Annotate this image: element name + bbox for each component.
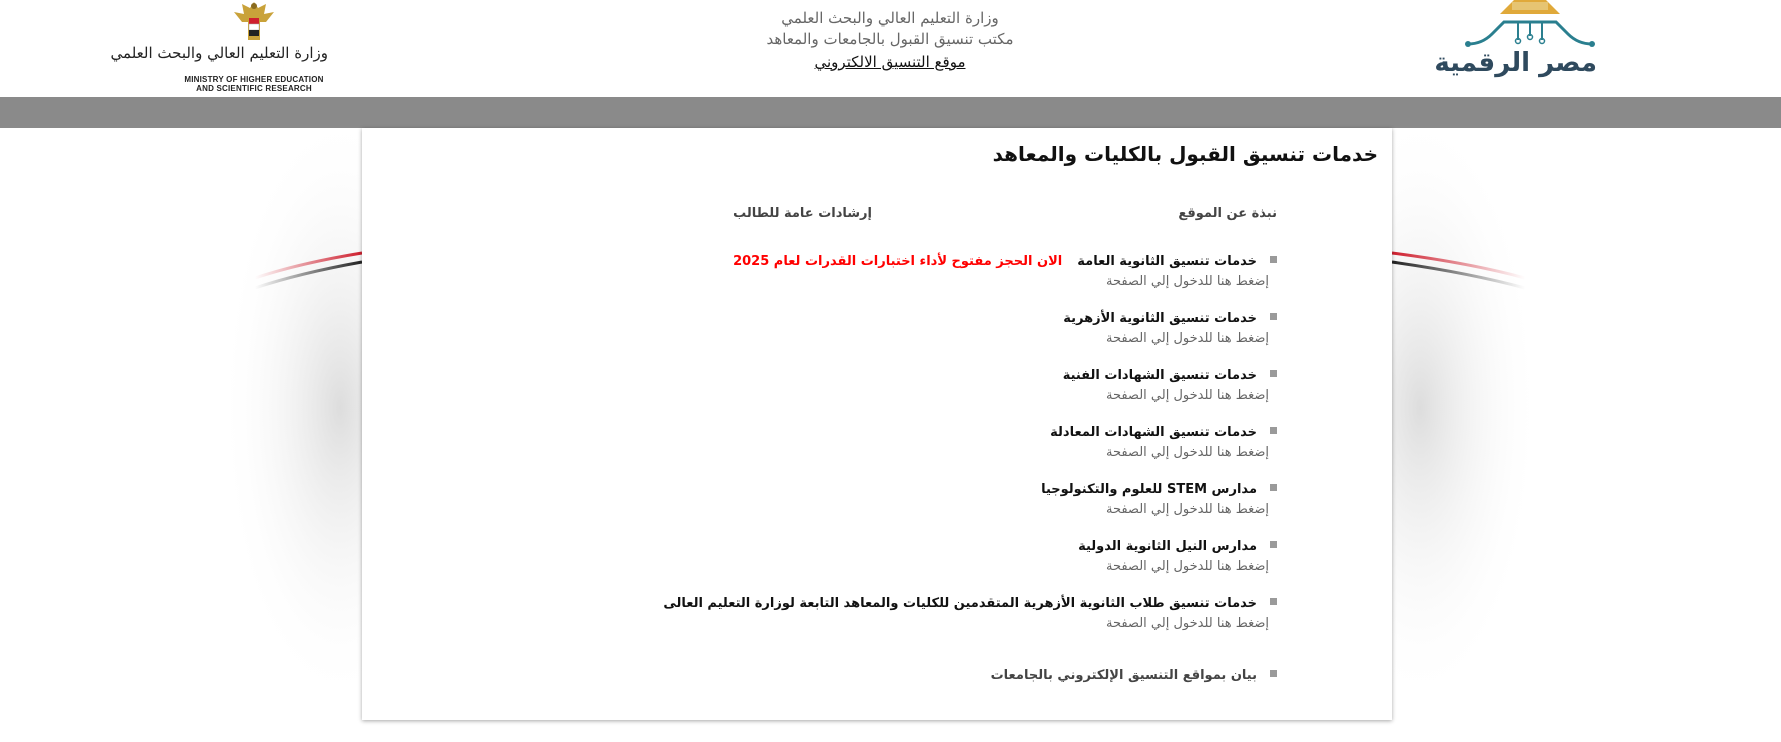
enter-page-link[interactable]: إضغط هنا للدخول إلي الصفحة [1105, 331, 1269, 346]
service-title[interactable]: خدمات تنسيق الشهادات الفنية [1062, 368, 1257, 383]
service-item-stem-schools [663, 478, 1269, 535]
enter-page-link[interactable]: إضغط هنا للدخول إلي الصفحة [1105, 502, 1269, 517]
digital-egypt-icon [1462, 0, 1597, 48]
services-list [663, 250, 1269, 649]
ministry-logo-english-line1: MINISTRY OF HIGHER EDUCATION [184, 75, 324, 84]
square-bullet-icon [1270, 484, 1277, 491]
header-ministry-name: وزارة التعليم العالي والبحث العلمي [781, 9, 999, 27]
service-item-nile-schools [663, 535, 1269, 592]
digital-egypt-text: مصر الرقمية [1434, 48, 1597, 78]
navigation-bar [0, 97, 1781, 128]
registration-notice: الان الحجز مفتوح لأداء اختبارات القدرات لعام 2025 [733, 254, 1063, 269]
service-title[interactable]: خدمات تنسيق الشهادات المعادلة [1050, 425, 1257, 440]
about-site-link[interactable]: نبذة عن الموقع [1178, 206, 1277, 221]
digital-egypt-logo[interactable] [1434, 0, 1597, 90]
page-title: خدمات تنسيق القبول بالكليات والمعاهد [992, 142, 1378, 166]
square-bullet-icon [1270, 370, 1277, 377]
square-bullet-icon [1270, 256, 1277, 263]
service-title[interactable]: مدارس STEM للعلوم والتكنولوجيا [1041, 482, 1257, 497]
enter-page-link[interactable]: إضغط هنا للدخول إلي الصفحة [1105, 274, 1269, 289]
ministry-logo-english-line2: AND SCIENTIFIC RESEARCH [196, 84, 312, 93]
student-guidance-link[interactable]: إرشادات عامة للطالب [733, 206, 872, 221]
enter-page-link[interactable]: إضغط هنا للدخول إلي الصفحة [1105, 445, 1269, 460]
header-office-name: مكتب تنسيق القبول بالجامعات والمعاهد [766, 30, 1014, 48]
service-title[interactable]: خدمات تنسيق الثانوية العامة [1077, 254, 1257, 269]
site-header [0, 0, 1781, 97]
service-item-general-secondary [663, 250, 1269, 307]
service-item-azhar-secondary [663, 307, 1269, 364]
service-item-azhar-higher-education [663, 592, 1269, 649]
square-bullet-icon [1270, 670, 1277, 677]
service-title[interactable]: مدارس النيل الثانوية الدولية [1078, 539, 1257, 554]
eagle-emblem-icon [230, 0, 278, 44]
service-title[interactable]: خدمات تنسيق الثانوية الأزهرية [1063, 311, 1257, 326]
square-bullet-icon [1270, 313, 1277, 320]
enter-page-link[interactable]: إضغط هنا للدخول إلي الصفحة [1105, 616, 1269, 631]
service-item-equivalent-certificates [663, 421, 1269, 478]
services-panel [362, 128, 1392, 720]
university-sites-item [991, 664, 1257, 683]
service-item-technical-certificates [663, 364, 1269, 421]
university-sites-link[interactable]: بيان بمواقع التنسيق الإلكتروني بالجامعات [990, 668, 1257, 683]
ministry-logo-arabic: وزارة التعليم العالي والبحث العلمي [110, 44, 328, 62]
square-bullet-icon [1270, 541, 1277, 548]
electronic-coordination-link[interactable]: موقع التنسيق الالكتروني [814, 53, 966, 71]
square-bullet-icon [1270, 598, 1277, 605]
header-center [690, 8, 1090, 71]
service-title[interactable]: خدمات تنسيق طلاب الثانوية الأزهرية المتقدمين للكليات والمعاهد التابعة لوزارة التعليم العالى [663, 596, 1257, 611]
enter-page-link[interactable]: إضغط هنا للدخول إلي الصفحة [1105, 388, 1269, 403]
ministry-logo[interactable] [110, 0, 328, 95]
square-bullet-icon [1270, 427, 1277, 434]
enter-page-link[interactable]: إضغط هنا للدخول إلي الصفحة [1105, 559, 1269, 574]
